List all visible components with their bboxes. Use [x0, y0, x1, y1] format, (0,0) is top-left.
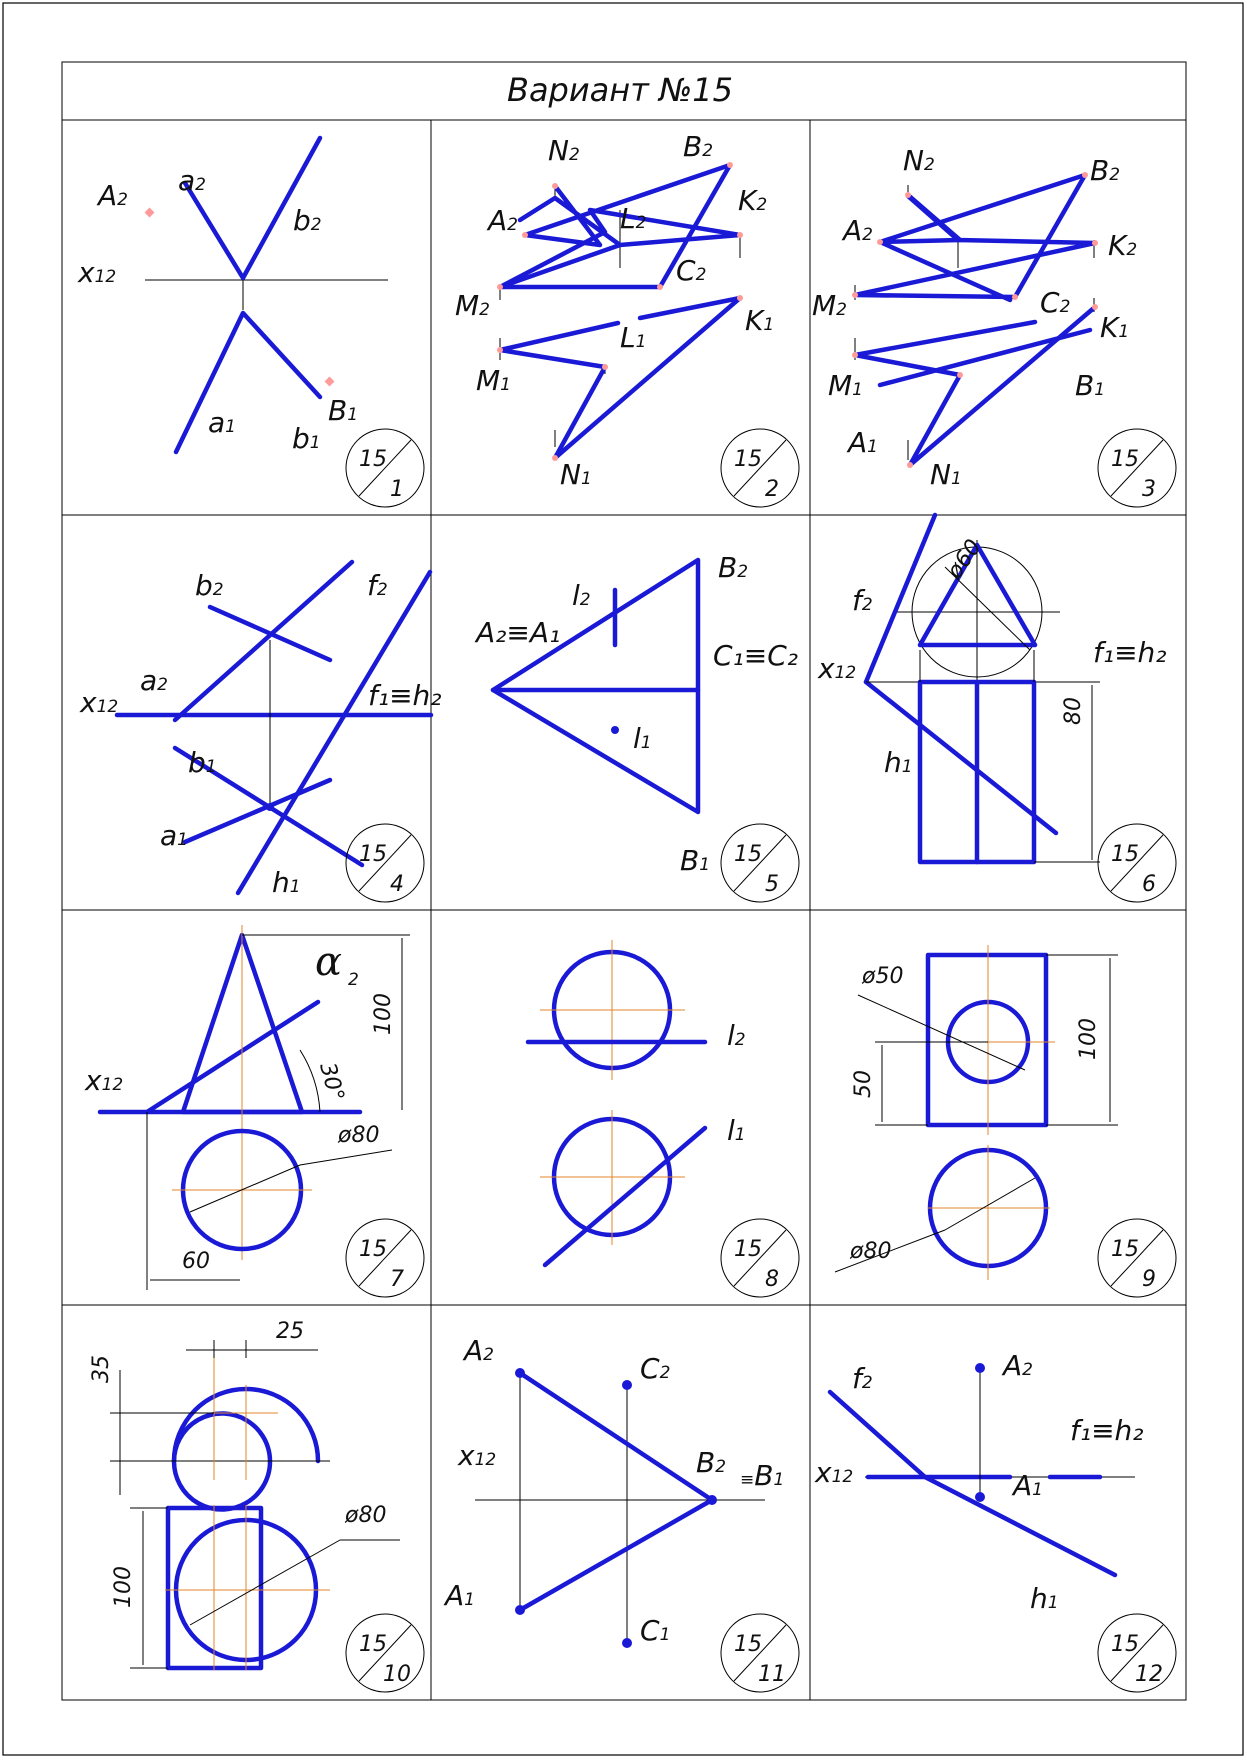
sheet-border — [3, 3, 1243, 1755]
dim-80-leader — [945, 1178, 1035, 1230]
label-b2: b2 — [293, 204, 322, 237]
variant-badge — [721, 1219, 799, 1297]
segment-m1-l1 — [500, 323, 618, 350]
task-6 — [817, 515, 1167, 862]
label-A1: A1 — [1013, 1469, 1043, 1502]
point-C2 — [622, 1380, 632, 1390]
label-A2A1: A₂≡A₁ — [476, 616, 561, 649]
label-l1: l1 — [727, 1114, 746, 1147]
task-3 — [812, 144, 1137, 491]
point-b1 — [325, 377, 335, 387]
label-B2: B2 — [696, 1446, 727, 1479]
label-x12: x12 — [818, 652, 857, 685]
badge-variant: 15 — [734, 842, 762, 867]
segment-m2 — [500, 245, 620, 287]
plane-alpha — [147, 1002, 318, 1112]
label-K1: K1 — [1100, 311, 1130, 344]
dim-80: ø80 — [345, 1503, 387, 1528]
dim-50-leader — [858, 995, 1025, 1070]
label-C2: C2 — [676, 254, 707, 287]
badge-task-number: 1 — [390, 477, 404, 502]
label-h1: h1 — [1030, 1582, 1059, 1615]
label-B2: B2 — [683, 130, 714, 163]
label-M2: M2 — [812, 289, 847, 322]
label-f2: f2 — [852, 1362, 873, 1395]
label-x12: x12 — [80, 686, 119, 719]
badge-task-number: 2 — [765, 477, 779, 502]
label-a1: a1 — [160, 819, 188, 852]
point-A1 — [515, 1605, 525, 1615]
segment-a1-k1 — [880, 330, 1090, 385]
variant-badge — [721, 1614, 799, 1692]
dim-50d: ø50 — [862, 964, 904, 989]
dim-80-leader — [190, 1165, 300, 1212]
task-8 — [528, 940, 746, 1265]
label-alpha: α $_2$ — [315, 939, 359, 990]
dim-100: 100 — [111, 1566, 136, 1608]
badge-task-number: 3 — [1142, 477, 1156, 502]
point-B2 — [707, 1495, 717, 1505]
label-x12: x12 — [458, 1439, 497, 1472]
task-7 — [84, 925, 410, 1290]
task-9 — [835, 945, 1118, 1280]
variant-badge — [346, 429, 424, 507]
line-l1 — [545, 1128, 705, 1265]
task-5 — [474, 551, 798, 877]
variant-badge — [721, 429, 799, 507]
label-C2: C2 — [1040, 286, 1071, 319]
badge-variant: 15 — [359, 1632, 387, 1657]
label-L2: L2 — [620, 202, 647, 235]
triangle — [493, 560, 698, 812]
label-f1h2: f₁≡h₂ — [368, 679, 442, 712]
label-f1h2: f₁≡h₂ — [1093, 636, 1167, 669]
variant-badge — [1098, 1614, 1176, 1692]
badge-variant: 15 — [1111, 1237, 1139, 1262]
badge-task-number: 4 — [390, 872, 404, 897]
label-a2: a2 — [178, 164, 206, 197]
label-b1: b1 — [188, 746, 217, 779]
label-x12: x12 — [815, 1456, 854, 1489]
label-K1: K1 — [745, 304, 775, 337]
label-A2: A2 — [464, 1334, 494, 1367]
dim-80-shelf — [300, 1150, 392, 1165]
projection-frontal — [855, 175, 1095, 297]
label-C2: C2 — [640, 1352, 671, 1385]
label-A1: A1 — [445, 1579, 475, 1612]
point-C1 — [622, 1638, 632, 1648]
label-N2: N2 — [548, 134, 580, 167]
badge-variant: 15 — [734, 1237, 762, 1262]
label-M1: M1 — [828, 369, 863, 402]
variant-badge — [1098, 429, 1176, 507]
badge-task-number: 7 — [390, 1267, 404, 1292]
badge-task-number: 5 — [765, 872, 779, 897]
point-a2 — [145, 208, 155, 218]
label-f2: f2 — [852, 584, 873, 617]
label-x12: x12 — [78, 256, 117, 289]
label-K2: K2 — [738, 184, 768, 217]
label-C1C2: C₁≡C₂ — [713, 639, 799, 672]
point-A1 — [975, 1492, 985, 1502]
label-l1: l1 — [633, 722, 652, 755]
label-A1: A1 — [848, 426, 878, 459]
badge-variant: 15 — [734, 1632, 762, 1657]
label-A2: A2 — [843, 214, 873, 247]
label-L1: L1 — [620, 321, 647, 354]
label-A2: A2 — [1003, 1349, 1033, 1382]
badge-variant: 15 — [359, 1237, 387, 1262]
segment-a2-c2 — [880, 242, 1010, 300]
label-M2: M2 — [455, 289, 490, 322]
label-K2: K2 — [1108, 229, 1138, 262]
label-B1: B1 — [1075, 369, 1106, 402]
badge-task-number: 6 — [1142, 872, 1156, 897]
task-4 — [79, 562, 442, 899]
point-l1 — [611, 726, 619, 734]
label-N1: N1 — [930, 458, 962, 491]
label-f1h2: f₁≡h₂ — [1070, 1414, 1144, 1447]
badge-variant: 15 — [1111, 447, 1139, 472]
dim-30deg: 30° — [314, 1060, 349, 1105]
label-x12: x12 — [85, 1064, 124, 1097]
badge-variant: 15 — [359, 842, 387, 867]
dim-80: ø80 — [850, 1239, 892, 1264]
variant-badge — [346, 1614, 424, 1692]
point-A2 — [975, 1363, 985, 1373]
label-eq-B1: ≡B1 — [740, 1459, 785, 1492]
label-B1: B1 — [328, 394, 359, 427]
label-A2: A2 — [488, 204, 518, 237]
variant-badges — [346, 429, 1176, 1692]
label-N2: N2 — [903, 144, 935, 177]
line-f2 — [866, 515, 935, 682]
intersection-point — [266, 803, 274, 811]
dim-50: 50 — [851, 1070, 876, 1098]
dim-60: 60 — [182, 1249, 210, 1274]
badge-variant: 15 — [1111, 842, 1139, 867]
variant-badge — [1098, 824, 1176, 902]
label-l2: l2 — [572, 579, 591, 612]
label-C1: C1 — [640, 1614, 671, 1647]
badge-variant: 15 — [1111, 1632, 1139, 1657]
badge-task-number: 8 — [765, 1267, 779, 1292]
label-b2: b2 — [195, 569, 224, 602]
label-f2: f2 — [367, 569, 388, 602]
label-b1: b1 — [292, 422, 321, 455]
variant-badge — [1098, 1219, 1176, 1297]
dim-80: ø80 — [338, 1123, 380, 1148]
point-A2 — [515, 1368, 525, 1378]
task-11 — [443, 1334, 784, 1648]
line-f2 — [830, 1392, 925, 1477]
badge-task-number: 10 — [383, 1662, 411, 1687]
badge-task-number: 9 — [1142, 1267, 1156, 1292]
badge-task-number: 12 — [1135, 1662, 1163, 1687]
dim-60: ø60 — [942, 535, 987, 584]
dim-80: 80 — [1061, 697, 1086, 725]
dim-100: 100 — [371, 993, 396, 1035]
badge-variant: 15 — [359, 447, 387, 472]
label-B2: B2 — [1090, 154, 1121, 187]
lines-a-b — [520, 1373, 712, 1610]
projection-horizontal — [855, 307, 1095, 465]
label-B1: B1 — [680, 844, 711, 877]
badge-variant: 15 — [734, 447, 762, 472]
label-M1: M1 — [476, 364, 511, 397]
label-a1: a1 — [208, 406, 236, 439]
task-10 — [89, 1319, 400, 1670]
dim-100: 100 — [1076, 1018, 1101, 1060]
label-A2: A2 — [98, 179, 128, 212]
label-l2: l2 — [727, 1019, 746, 1052]
angle-arc — [300, 1050, 320, 1112]
label-B2: B2 — [718, 551, 749, 584]
task-12 — [814, 1349, 1144, 1615]
variant-badge — [346, 1219, 424, 1297]
task-2 — [455, 130, 774, 491]
table-border — [62, 62, 1186, 1700]
label-h1: h1 — [884, 746, 913, 779]
label-h1: h1 — [272, 866, 301, 899]
label-a2: a2 — [140, 664, 168, 697]
variant-badge — [721, 824, 799, 902]
badge-task-number: 11 — [758, 1662, 786, 1687]
task-1 — [77, 138, 388, 455]
dim-25: 25 — [276, 1319, 304, 1344]
page-title: Вариант №15 — [506, 71, 734, 109]
label-N1: N1 — [560, 458, 592, 491]
dim-35: 35 — [89, 1355, 114, 1383]
